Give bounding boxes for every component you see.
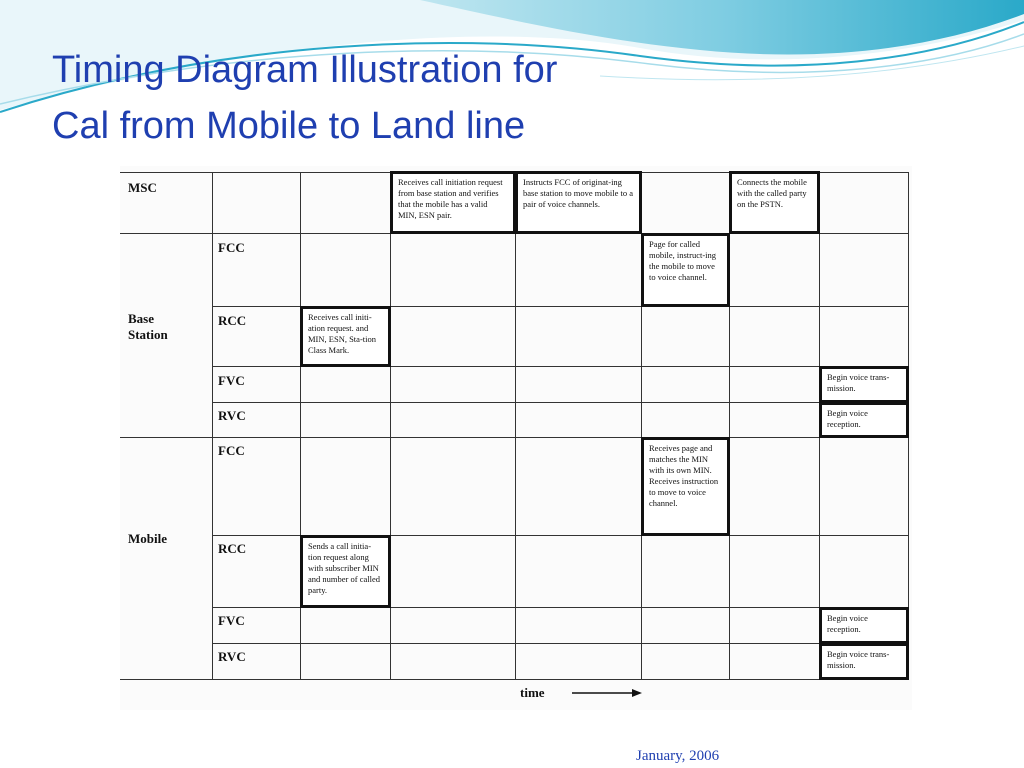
- grid-line: [212, 643, 908, 644]
- grid-line: [212, 402, 908, 403]
- time-axis-label: time: [520, 685, 545, 700]
- timing-diagram: [120, 166, 912, 710]
- mobile-rvc-begin-box: Begin voice trans-mission.: [819, 643, 909, 680]
- footer-date: January, 2006: [636, 748, 720, 764]
- mobile-rcc-label: RCC: [218, 541, 247, 556]
- base-station-label-line2: Station: [128, 327, 168, 342]
- base-rvc-label: RVC: [218, 408, 246, 423]
- mobile-fvc-label: FVC: [218, 613, 245, 628]
- base-fvc-label: FVC: [218, 373, 245, 388]
- title-line-1: Timing Diagram Illustration for: [52, 49, 558, 91]
- base-station-label-line1: Base: [128, 311, 154, 326]
- base-rcc-receives-box: Receives call initi-ation request. and MIN, ESN, Sta-tion Class Mark.: [300, 306, 391, 367]
- base-rcc-label: RCC: [218, 313, 247, 328]
- mobile-fcc-label: FCC: [218, 443, 245, 458]
- msc-label: MSC: [128, 180, 157, 195]
- base-fcc-label: FCC: [218, 240, 245, 255]
- base-station-label: [128, 311, 168, 343]
- msc-connects-pstn-box: Connects the mobile with the called party on the PSTN.: [729, 171, 820, 234]
- grid-line: [120, 437, 908, 438]
- msc-instructs-fcc-box: Instructs FCC of originat-ing base station to move mobile to a pair of voice channels.: [515, 171, 642, 234]
- mobile-rcc-sends-request-box: Sends a call initia-tion request along with subscriber MIN and number of called party.: [300, 535, 391, 608]
- mobile-fvc-begin-box: Begin voice reception.: [819, 607, 909, 644]
- base-fvc-begin-box: Begin voice trans-mission.: [819, 366, 909, 403]
- slide-title: [52, 42, 732, 154]
- mobile-fcc-receives-page-box: Receives page and matches the MIN with its own MIN. Receives instruction to move to voice channel.: [641, 437, 730, 536]
- msc-receives-request-box: Receives call initiation request from base station and verifies that the mobile has a valid MIN, ESN pair.: [390, 171, 516, 234]
- base-fcc-page-box: Page for called mobile, instruct-ing the mobile to move to voice channel.: [641, 233, 730, 307]
- grid-line: [515, 172, 516, 679]
- title-line-2: Cal from Mobile to Land line: [52, 105, 526, 147]
- grid-line: [212, 172, 213, 679]
- mobile-rvc-label: RVC: [218, 649, 246, 664]
- mobile-label: Mobile: [128, 531, 167, 546]
- time-arrow-icon: [572, 687, 642, 699]
- base-rvc-begin-box: Begin voice reception.: [819, 402, 909, 438]
- grid-line: [120, 679, 908, 680]
